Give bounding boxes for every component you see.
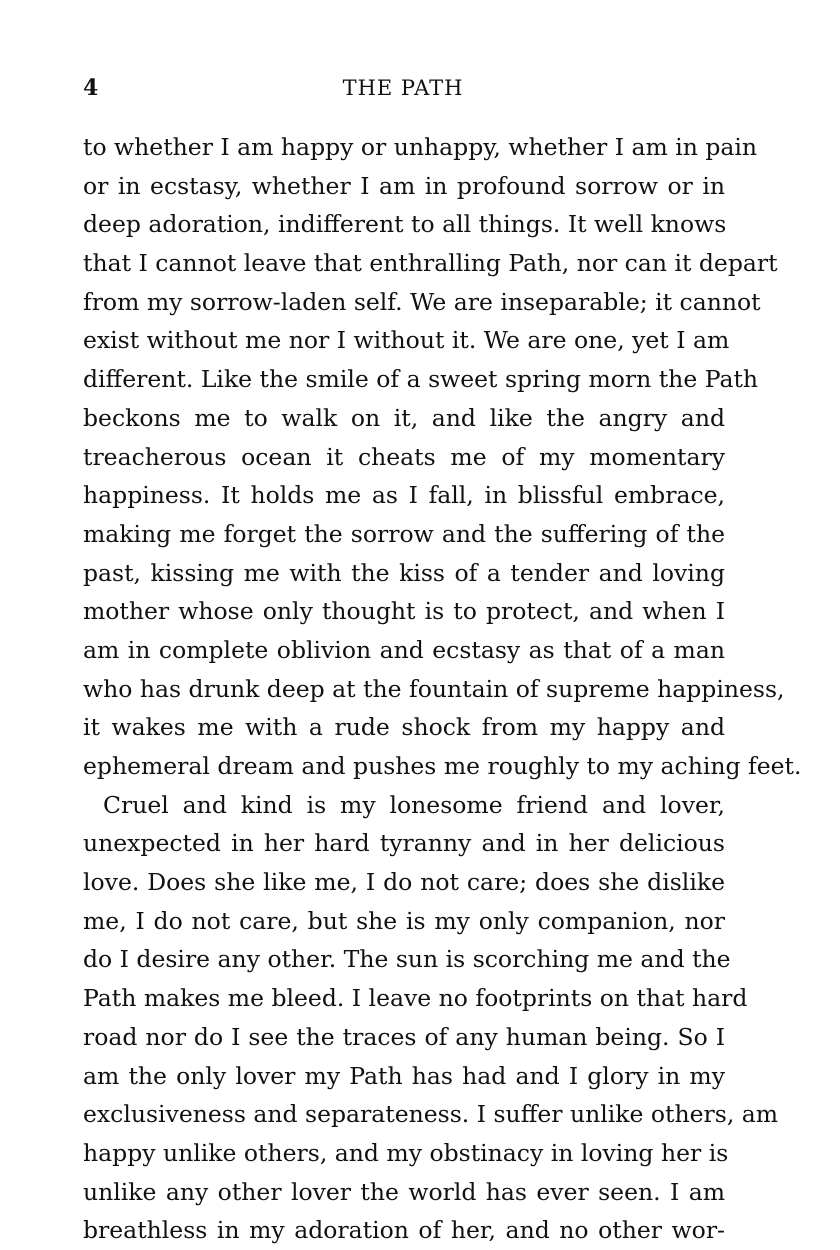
text-line: unlike any other lover the world has ever seen. I am [83, 1177, 725, 1206]
body-text [83, 128, 802, 1250]
text-line: love. Does she like me, I do not care; does she dislike [83, 868, 725, 897]
text-line: road nor do I see the traces of any human being. So I [83, 1022, 725, 1051]
text-line: exist without me nor I without it. We are one, yet I am [83, 326, 730, 355]
text-line: different. Like the smile of a sweet spring morn the Path [83, 365, 759, 394]
page-header [83, 71, 723, 105]
text-line: who has drunk deep at the fountain of supreme happiness, [83, 674, 785, 703]
text-line: happy unlike others, and my obstinacy in loving her is [83, 1138, 729, 1167]
text-line: beckons me to walk on it, and like the angry and [83, 403, 725, 432]
text-line: am the only lover my Path has had and I glory in my [83, 1061, 725, 1090]
text-line: that I cannot leave that enthralling Path, nor can it depart [83, 249, 778, 278]
page-number: 4 [83, 75, 99, 101]
text-line: it wakes me with a rude shock from my happy and [83, 713, 725, 742]
text-line: deep adoration, indifferent to all things. It well knows [83, 210, 727, 239]
text-line: am in complete oblivion and ecstasy as that of a man [83, 635, 725, 664]
running-head: THE PATH [342, 76, 464, 100]
text-line: exclusiveness and separateness. I suffer unlike others, am [83, 1100, 779, 1129]
text-line: treacherous ocean it cheats me of my momentary [83, 442, 725, 471]
text-line: mother whose only thought is to protect, and when I [83, 597, 725, 626]
text-line: to whether I am happy or unhappy, whether I am in pain [83, 133, 758, 161]
text-line: from my sorrow-laden self. We are inseparable; it cannot [83, 287, 761, 316]
text-line: or in ecstasy, whether I am in profound sorrow or in [83, 171, 725, 200]
text-line: past, kissing me with the kiss of a tender and loving [83, 558, 725, 587]
text-line: me, I do not care, but she is my only companion, nor [83, 906, 725, 935]
text-line: unexpected in her hard tyranny and in her delicious [83, 829, 725, 858]
text-line: Path makes me bleed. I leave no footprints on that hard [83, 984, 748, 1013]
text-line: do I desire any other. The sun is scorching me and the [83, 945, 731, 974]
text-line: making me forget the sorrow and the suffering of the [83, 519, 725, 548]
paragraph-end-line: ephemeral dream and pushes me roughly to my aching feet. [83, 752, 802, 780]
text-line: happiness. It holds me as I fall, in blissful embrace, [83, 481, 725, 510]
text-line: breathless in my adoration of her, and no other wor- [83, 1216, 725, 1245]
paragraph-start-line: Cruel and kind is my lonesome friend and lover, [103, 790, 725, 819]
